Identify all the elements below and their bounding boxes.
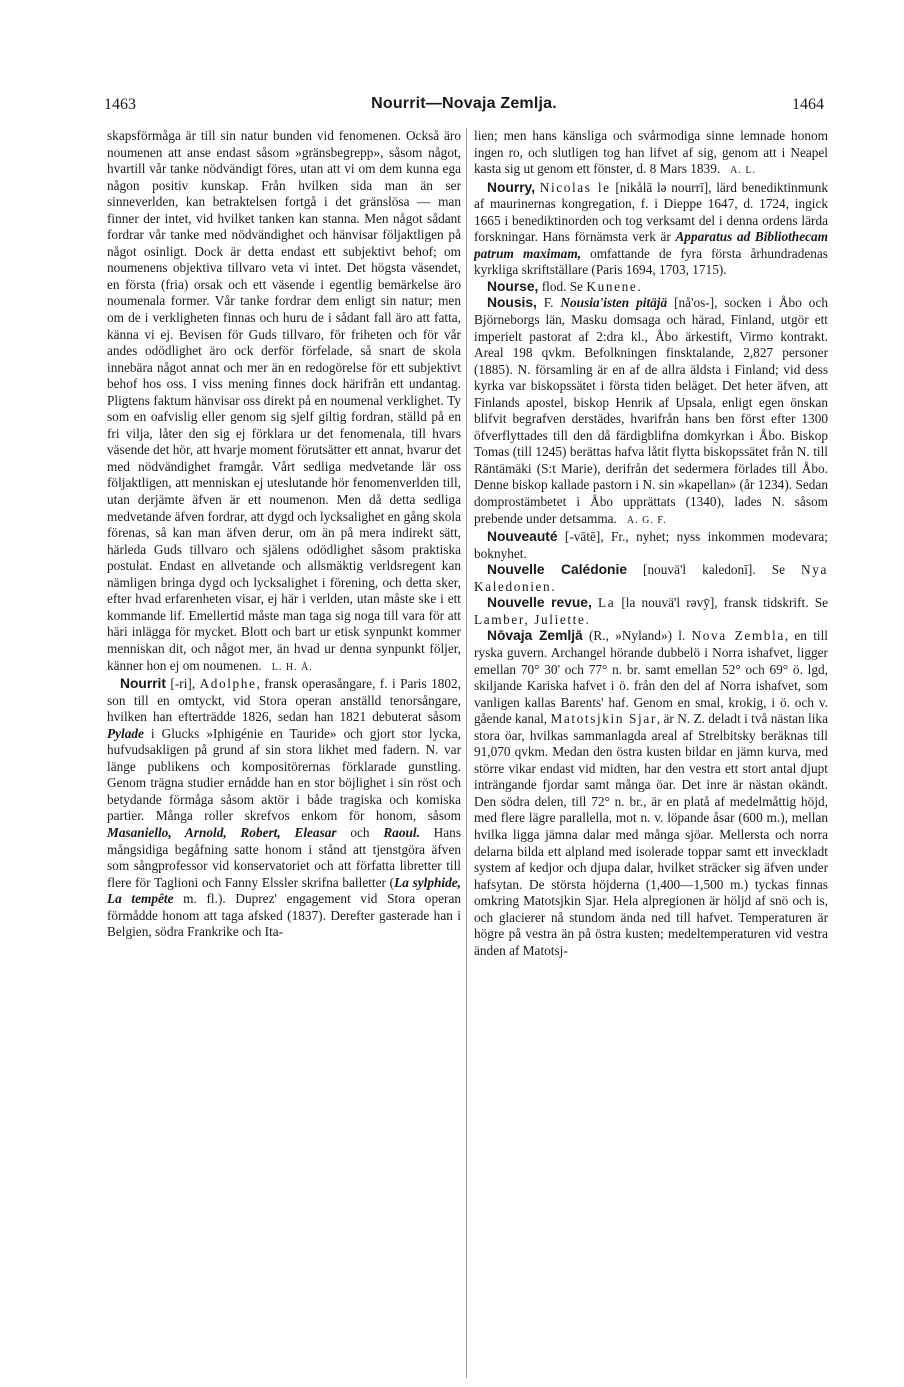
entry-italic-role: Pylade	[107, 725, 144, 741]
entry-headword: Nouvelle Calédonie	[487, 562, 627, 578]
entry-text: , är N. Z. deladt i två nästan lika stora öar, hvilkas sammanlagda areal af Strelbitsky beräknas till 91,070 qvkm. Medan den östra kusten bildar en jämn kurva, med större vikar endast vid midten, har den vestra ett stort antal djupt inträngande fjordar samt många öar. Det inre är nästan okändt. Den södra delen, till 72° n. br., är en platå af medelmåttig höjd, med flere lägre parallella, mot n. v. löpande åsar (600 m.), mellan hvilka ligga jämna dalar med många sjöar. Mellersta och norra delarna bilda ett alpland med isolerade toppar samt ett inveckladt system af kedjor och djupa dalar, hvilket sträcker sig äfven under hafsytan. De största höjderna (1,400—1,500 m.) tyckas finnas omkring Matotsjkin Sjar. Hela alpregionen är höljd af snö och is, och glacierer nå stundom ända ned till hafvet. Temperaturen är högre på vestra än på östra kusten; medeltemperaturen vid vestra änden af Matotsj-	[474, 711, 828, 958]
entry-headword: Nouvelle revue,	[487, 595, 592, 611]
page-header	[104, 94, 824, 120]
entry-headword: Nourrit	[120, 676, 166, 692]
entry-text: , fransk operasångare, f. i Paris 1802, son till en omtyckt, vid Stora operan anställd tenorsångare, hvilken han efterträdde 1826, sedan han 1821 debuterat såsom	[107, 676, 461, 725]
entry-text: , en till ryska guvern. Archangel hörande dubbelö i Norra ishafvet, ligger emellan 70° 30' och 77° n. br. samt emellan 52° och 69° ö. lgd, skiljande Kariska hafvet i ö. från den del af Norra ishafvet, som vanligen kallas Barents' haf. Genom en smal, krokig, i ö. och v. gående kanal,	[474, 628, 828, 727]
entry-text: F.	[536, 295, 561, 311]
entry-text: flod. Se	[538, 278, 587, 294]
entry-person-name: Adolphe	[199, 676, 257, 692]
author-signature: L. H. Å.	[271, 661, 313, 673]
entry-noumenon-continuation	[107, 128, 461, 676]
entry-headword: Nourry,	[487, 179, 536, 195]
entry-cross-reference: Kunene.	[586, 278, 643, 294]
left-column	[107, 128, 461, 1378]
entry-italic-work: Apparatus ad Bibliothecam patrum maximam,	[474, 229, 828, 261]
entry-text: [nikålā lə nourrī], lärd benediktinmunk af maurinernas kongregation, f. i Dieppe 1647, d. 1724, ingick 1665 i benediktinorden och tog verksamt del i denna ordens lärda forskningar. Hans förnämsta verk är	[474, 179, 828, 245]
entry-novaja-zemlja	[474, 628, 828, 959]
entry-headword: Nōvaja Zemljā	[487, 628, 583, 644]
entry-cross-reference: Nya Kaledonien.	[474, 562, 828, 594]
entry-spaced-text: Nova Zembla	[691, 628, 785, 644]
entry-text: [la nouvä'l rəvȳ], fransk tidskrift. Se	[615, 595, 828, 611]
entry-text: skapsförmåga är till sin natur bunden vid fenomenen. Också äro noumenen att anse endast såsom »gränsbegrepp», såsom något, hvartill vår tanke nödvändigt föres, utan att vi om dem kunna ega någon positiv kunskap. Från hvilken sida man än ser sinneverlden, kan betraktelsen fortgå i det gränslösa — man finner der intet, vid hvilket tanken kan stanna. Men något sådant fordrar vår tanke med nödvändighet och hänvisar följaktligen på något osinligt. Dock är detta endast ett subjektivt behof; om noumenens objektiva tillvaro veta vi intet. Det högsta väsendet, en första (fria) orsak och ett väsende i egentlig bemärkelse äro noumenala former. Vår tanke fordrar dem enligt sin natur; men om de i verkligheten finnas och huru de i sådant fall äro att fatta, känna vi ej. Bevisen för Guds tillvaro, för friheten och för vår andes odödlighet äro ock derför förfelade, så snart de skola innebära något annat och mer än en redogörelse för ett subjektivt behof hos oss. I viss mening finnes dock härifrån ett undantag. Pligtens faktum hänvisar oss direkt på en noumenal verklighet. Ty som en oafvislig eller genom sig sjelf giltig fordran, ställd på en fri vilja, låter den sig ej förklara ur det fenomenala, till hvars väsende det hör, att hvarje moment förutsätter ett annat, hvarur det med nödvändighet framgår. Vårt sedliga medvetande lär oss följaktligen, att menniskan ej uteslutande hör fenomenverlden till, utan derjämte äfven är ett noumenon. Men då detta sedliga medvetande äfven fordrar, att dygd och lycksalighet en gång skola förenas, så kan man äfven derur, om än på mera indirekt sätt, härleda Guds tillvaro och själens odödlighet såsom praktiska postulat. Endast en allvetande och allsmäktig verldsregent kan nämligen bringa dygd och lycksalighet i förening, och detta sker, efter hvad erfarenheten visar, ej här i verlden, utan måste ske i ett kommande lif. Emellertid måste man taga sig noga till vara för att häri inlägga för mycket. Blott och bart ur etisk synpunkt kommer menniskan dit, och något mer, än hvad ur denna synpunkt följer, känner hon ej om noumenen.	[107, 128, 461, 673]
entry-text: m. fl.). Duprez' engagement vid Stora operan förmådde honom att taga afsked (1837). Derefter gasterade han i Belgien, södra Frankrike och Ita-	[107, 891, 461, 940]
entry-text: [-ri],	[166, 676, 200, 692]
entry-text: omfattande de fyra första århundradenas kyrkliga skriftställare (Paris 1694, 1703, 1715).	[474, 245, 828, 278]
entry-text: Hans mångsidiga begåfning satte honom i stånd att tjenstgöra äfven som sångprofessor vid konservatoriet och att författa libretter till flere för Taglioni och Fanny Elssler skrifna balletter (	[107, 824, 461, 890]
entry-nouveaute	[474, 529, 828, 562]
entry-headword: Nouveauté	[487, 529, 558, 545]
author-signature: A. G. F.	[626, 514, 667, 526]
entry-text: (R., »Nyland») l.	[582, 628, 692, 644]
entry-text: [nouvä'l kaledonī]. Se	[627, 562, 802, 578]
entry-text: lien; men hans känsliga och svårmodiga sinne lemnade honom ingen ro, och slutligen tog han lifvet af sig, genom att i Neapel kasta sig ut genom ett fönster, d. 8 Mars 1839.	[474, 128, 828, 177]
entry-text: [nå'os-], socken i Åbo och Björneborgs län, Masku domsaga och härad, Finland, utgör ett imperielt pastorat af 2:dra kl., Åbo ärkestift, Virmo kontrakt. Areal 198 qvkm. Befolkningen finsktalande, 2,827 personer (1885). N. församling är en af de allra äldsta i Finland; vid dess kyrka var biskopssätet i första tiden beläget. Det heter äfven, att Finlands apostel, biskop Henrik af Upsala, enligt egen önskan blifvit begrafven derstädes, hvarifrån hans ben först efter 1300 öfverflyttades till den då färdigblifna domkyrkan i Åbo. Biskop Tomas (till 1245) berättas hafva låtit flytta biskopssätet från N. till Räntämäki (S:t Marie), derifrån det sedermera förlades till Åbo. Denne biskop kallade pastorn i N. sin »kapellan» (år 1234). Sedan domprostämbetet i Åbo upprättats (1340), lades N. såsom prebende under detsamma.	[474, 295, 828, 526]
entry-italic-roles: Masaniello, Arnold, Robert, Eleasar	[107, 824, 337, 840]
entry-nourry	[474, 180, 828, 279]
entry-nourse	[474, 279, 828, 296]
entry-spaced-text: Matotsjkin Sjar	[550, 711, 657, 727]
entry-nouvelle-revue	[474, 595, 828, 628]
entry-nourrit-adolphe	[107, 676, 461, 941]
entry-headword: Nousis,	[487, 295, 537, 311]
entry-cross-reference: Lamber, Juliette.	[474, 611, 591, 627]
page-number-left: 1463	[104, 96, 136, 113]
entry-italic-role: Raoul.	[383, 824, 420, 840]
right-column	[474, 128, 828, 1378]
entry-italic-name: Nousia'isten pitäjä	[560, 295, 668, 311]
entry-text: och	[336, 824, 384, 840]
entry-nousis	[474, 295, 828, 529]
column-divider	[466, 128, 467, 1378]
running-title: Nourrit—Novaja Zemlja.	[371, 95, 557, 112]
entry-nourrit-continuation	[474, 128, 828, 180]
entry-italic-works: La sylphide, La tempête	[107, 874, 461, 907]
entry-spaced-text: La	[597, 595, 616, 611]
page-number-right: 1464	[792, 96, 824, 113]
entry-text: i Glucks »Iphigénie en Tauride» och gjort stor lycka, hufvudsakligen på grund af sin stora likhet med fadern. N. var länge publikens och kompositörernas förklarade gunstling. Genom trägna studier ernådde han en stor böjlighet i sin röst och betydande förmåga såsom aktör i både tragiska och komiska partier. Många roller skrefvos enkom för honom, såsom	[107, 725, 461, 824]
entry-headword: Nourse,	[487, 278, 539, 294]
entry-nouvelle-caledonie	[474, 562, 828, 595]
entry-person-name: Nicolas le	[539, 179, 611, 195]
entry-text: [-vātē], Fr., nyhet; nyss inkommen modevara; boknyhet.	[474, 529, 828, 561]
author-signature: A. L.	[730, 165, 757, 177]
